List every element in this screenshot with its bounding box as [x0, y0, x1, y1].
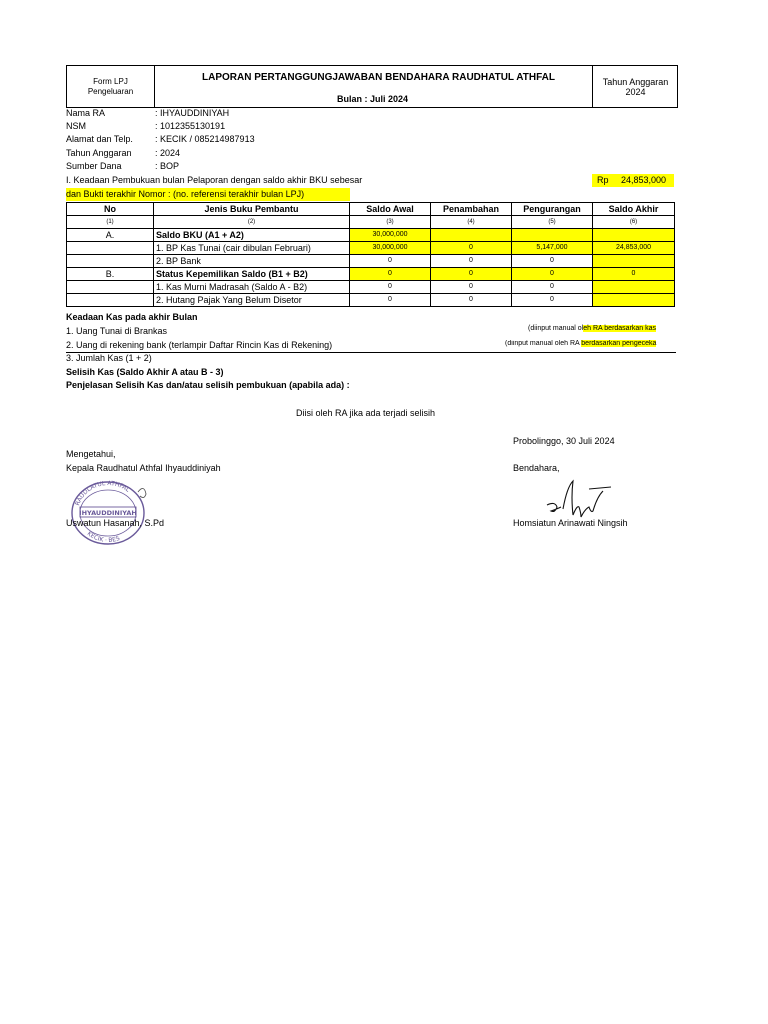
kas-title: Keadaan Kas pada akhir Bulan	[66, 312, 198, 322]
row-penambahan: 0	[431, 294, 512, 307]
row-penambahan: 0	[431, 268, 512, 281]
table-row	[67, 229, 675, 242]
kas-item3: 3. Jumlah Kas (1 + 2)	[66, 353, 152, 363]
form-label	[67, 66, 155, 107]
row-saldo-akhir: 24,853,000	[593, 242, 675, 255]
row-pengurangan: 0	[512, 281, 593, 294]
stamp-text: IHYAUDDINIYAH	[79, 509, 137, 517]
diisi-note: Diisi oleh RA jika ada terjadi selisih	[296, 408, 436, 418]
row-jenis: 2. BP Bank	[154, 255, 350, 268]
row-jenis: 2. Hutang Pajak Yang Belum Disetor	[154, 294, 350, 307]
table-row	[67, 242, 675, 255]
stamp-ring-top: RAUDLATUL ATHFAL	[74, 480, 131, 507]
report-header	[66, 65, 678, 108]
table-row	[67, 255, 675, 268]
rp-value: 24,853,000	[621, 175, 667, 185]
row-pengurangan	[512, 229, 593, 242]
table-row	[67, 294, 675, 307]
identity-label: NSM	[66, 121, 86, 131]
table-header: Penambahan	[431, 203, 512, 216]
table-row	[67, 268, 675, 281]
year-cell	[592, 66, 678, 107]
selisih-kas: Selisih Kas (Saldo Akhir A atau B - 3)	[66, 367, 224, 377]
column-number: (4)	[431, 216, 512, 229]
bendahara-signature	[541, 479, 615, 523]
row-no	[67, 255, 154, 268]
row-no: A.	[67, 229, 154, 242]
table-row	[67, 281, 675, 294]
identity-label: Nama RA	[66, 108, 106, 118]
identity-value: : IHYAUDDINIYAH	[155, 108, 230, 118]
report-title: LAPORAN PERTANGGUNGJAWABAN BENDAHARA RAUDHATUL ATHFAL	[202, 72, 555, 83]
saldo-table	[66, 202, 675, 307]
identity-value: : 1012355130191	[155, 121, 226, 131]
row-penambahan: 0	[431, 242, 512, 255]
row-penambahan: 0	[431, 281, 512, 294]
mengetahui-label: Mengetahui,	[66, 449, 116, 459]
bendahara-name: Homsiatun Arinawati Ningsih	[513, 518, 628, 528]
table-header: Saldo Akhir	[593, 203, 675, 216]
row-pengurangan: 5,147,000	[512, 242, 593, 255]
row-saldo-akhir	[593, 255, 675, 268]
stamp-ring-bottom: KECIK · BES	[85, 530, 121, 545]
column-number: (6)	[593, 216, 675, 229]
row-saldo-awal: 30,000,000	[350, 229, 431, 242]
kas-note1-a: (diinput manual ol	[528, 325, 584, 332]
kepala-title: Kepala Raudhatul Athfal Ihyauddiniyah	[66, 463, 221, 473]
kas-note1-b: eh RA berdasarkan kas	[583, 325, 657, 332]
kas-item2: 2. Uang di rekening bank (terlampir Daftar Rincin Kas di Rekening)	[66, 340, 333, 350]
form-label-line2: Pengeluaran	[87, 86, 134, 96]
kas-note2-b: berdasarkan pengeceka	[581, 340, 657, 347]
year-value: 2024	[625, 86, 646, 97]
row-no	[67, 281, 154, 294]
title-cell	[155, 66, 657, 107]
row-saldo-awal: 0	[350, 294, 431, 307]
identity-value: : KECIK / 085214987913	[155, 134, 255, 144]
row-pengurangan: 0	[512, 268, 593, 281]
row-penambahan	[431, 229, 512, 242]
report-month: Bulan : Juli 2024	[337, 94, 409, 104]
column-number: (3)	[350, 216, 431, 229]
row-pengurangan: 0	[512, 294, 593, 307]
kas-note2-a: (diinput manual oleh RA	[505, 340, 582, 347]
table-header: Pengurangan	[512, 203, 593, 216]
identity-label: Sumber Dana	[66, 161, 122, 171]
identity-label: Tahun Anggaran	[66, 148, 132, 158]
row-pengurangan: 0	[512, 255, 593, 268]
year-label: Tahun Anggaran	[602, 76, 669, 87]
row-saldo-akhir	[593, 281, 675, 294]
table-header: Jenis Buku Pembantu	[154, 203, 350, 216]
column-number-row	[67, 216, 675, 229]
row-saldo-awal: 0	[350, 255, 431, 268]
row-jenis: Status Kepemilikan Saldo (B1 + B2)	[154, 268, 350, 281]
row-jenis: Saldo BKU (A1 + A2)	[154, 229, 350, 242]
identity-label: Alamat dan Telp.	[66, 134, 133, 144]
table-header: No	[67, 203, 154, 216]
identity-value: : 2024	[155, 148, 181, 158]
column-number: (2)	[154, 216, 350, 229]
kepala-name: Uswatun Hasanah, S.Pd	[66, 518, 165, 528]
form-label-line1: Form LPJ	[93, 76, 128, 86]
row-no	[67, 294, 154, 307]
row-no	[67, 242, 154, 255]
row-saldo-akhir: 0	[593, 268, 675, 281]
table-header-row	[67, 203, 675, 216]
row-no: B.	[67, 268, 154, 281]
bendahara-title: Bendahara,	[513, 463, 560, 473]
kas-item1: 1. Uang Tunai di Brankas	[66, 326, 168, 336]
identity-value: : BOP	[155, 161, 180, 171]
column-number: (5)	[512, 216, 593, 229]
row-penambahan: 0	[431, 255, 512, 268]
kas-note2	[505, 340, 676, 347]
saldo-akhir-box	[592, 174, 674, 187]
table-header: Saldo Awal	[350, 203, 431, 216]
row-jenis: 1. Kas Murni Madrasah (Saldo A - B2)	[154, 281, 350, 294]
kas-divider	[66, 352, 676, 353]
section1-line2: dan Bukti terakhir Nomor : (no. referensi terakhir bulan LPJ)	[66, 188, 350, 201]
penjelasan-selisih: Penjelasan Selisih Kas dan/atau selisih pembukuan (apabila ada) :	[66, 380, 350, 390]
row-saldo-awal: 30,000,000	[350, 242, 431, 255]
official-stamp	[66, 480, 152, 546]
row-saldo-awal: 0	[350, 268, 431, 281]
rp-label: Rp	[597, 175, 609, 185]
place-date: Probolinggo, 30 Juli 2024	[513, 436, 615, 446]
row-saldo-akhir	[593, 294, 675, 307]
column-number: (1)	[67, 216, 154, 229]
row-saldo-awal: 0	[350, 281, 431, 294]
row-jenis: 1. BP Kas Tunai (cair dibulan Februari)	[154, 242, 350, 255]
row-saldo-akhir	[593, 229, 675, 242]
section1-line1: I. Keadaan Pembukuan bulan Pelaporan dengan saldo akhir BKU sebesar	[66, 175, 363, 185]
kas-note1	[528, 325, 656, 332]
